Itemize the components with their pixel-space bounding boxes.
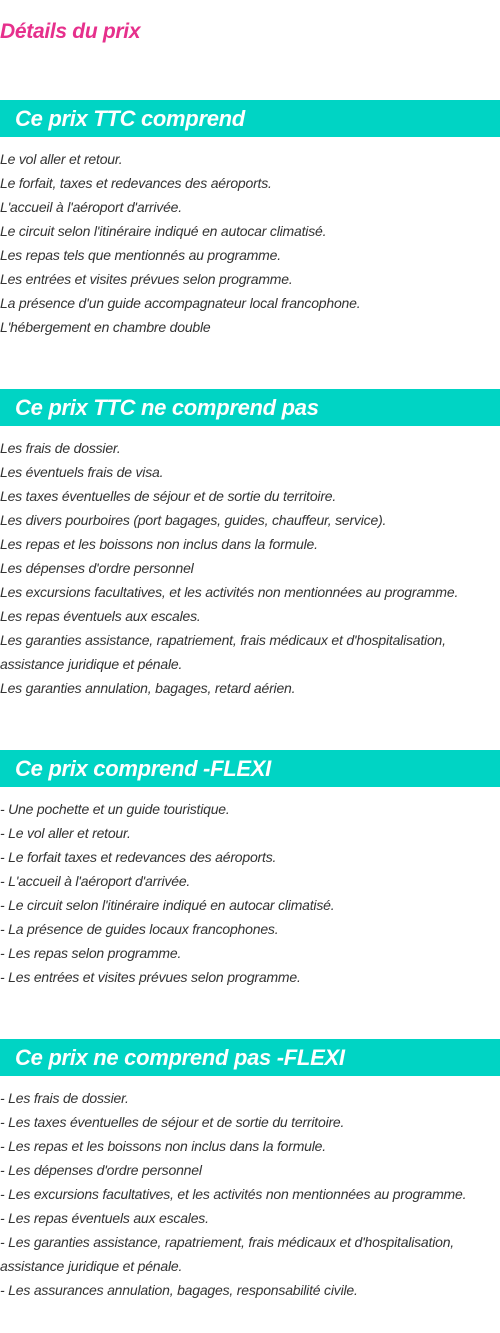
list-item: Le forfait, taxes et redevances des aéroports. xyxy=(0,175,272,191)
section-header-includes-flexi: Ce prix comprend -FLEXI xyxy=(0,750,500,787)
list-item: - Les taxes éventuelles de séjour et de sortie du territoire. xyxy=(0,1114,345,1130)
list-item: assistance juridique et pénale. xyxy=(0,1258,183,1274)
list-item: Les dépenses d'ordre personnel xyxy=(0,560,194,576)
list-item: - Les excursions facultatives, et les activités non mentionnées au programme. xyxy=(0,1186,467,1202)
section-header-includes: Ce prix TTC comprend xyxy=(0,100,500,137)
list-item: Les entrées et visites prévues selon programme. xyxy=(0,271,293,287)
section-header-excludes-flexi: Ce prix ne comprend pas -FLEXI xyxy=(0,1039,500,1076)
list-item: - Les dépenses d'ordre personnel xyxy=(0,1162,202,1178)
list-item: - Les assurances annulation, bagages, responsabilité civile. xyxy=(0,1282,358,1298)
list-item: - Les repas selon programme. xyxy=(0,945,182,961)
list-item: Les repas et les boissons non inclus dans la formule. xyxy=(0,536,318,552)
excludes-list xyxy=(0,436,500,700)
section-header-excludes: Ce prix TTC ne comprend pas xyxy=(0,389,500,426)
includes-list xyxy=(0,147,500,339)
list-item: Les excursions facultatives, et les activités non mentionnées au programme. xyxy=(0,584,459,600)
section-excludes xyxy=(0,389,500,700)
list-item: Les taxes éventuelles de séjour et de sortie du territoire. xyxy=(0,488,337,504)
list-item: - Le vol aller et retour. xyxy=(0,825,131,841)
list-item: L'hébergement en chambre double xyxy=(0,319,211,335)
list-item: - L'accueil à l'aéroport d'arrivée. xyxy=(0,873,191,889)
list-item: - Les frais de dossier. xyxy=(0,1090,129,1106)
list-item: Les repas tels que mentionnés au programme. xyxy=(0,247,281,263)
list-item: Le circuit selon l'itinéraire indiqué en autocar climatisé. xyxy=(0,223,327,239)
section-includes xyxy=(0,100,500,339)
list-item: Les frais de dossier. xyxy=(0,440,121,456)
list-item: - Les repas éventuels aux escales. xyxy=(0,1210,209,1226)
list-item: - Les entrées et visites prévues selon programme. xyxy=(0,969,301,985)
list-item: Les repas éventuels aux escales. xyxy=(0,608,201,624)
list-item: - La présence de guides locaux francophones. xyxy=(0,921,279,937)
list-item: Les garanties annulation, bagages, retard aérien. xyxy=(0,680,296,696)
list-item: La présence d'un guide accompagnateur local francophone. xyxy=(0,295,361,311)
list-item: Le vol aller et retour. xyxy=(0,151,123,167)
includes-flexi-list xyxy=(0,797,500,989)
list-item: - Une pochette et un guide touristique. xyxy=(0,801,230,817)
list-item: - Le circuit selon l'itinéraire indiqué en autocar climatisé. xyxy=(0,897,335,913)
excludes-flexi-list xyxy=(0,1086,500,1302)
section-excludes-flexi xyxy=(0,1039,500,1302)
list-item: - Les garanties assistance, rapatriement, frais médicaux et d'hospitalisation, xyxy=(0,1234,454,1250)
list-item: Les éventuels frais de visa. xyxy=(0,464,164,480)
list-item: - Les repas et les boissons non inclus dans la formule. xyxy=(0,1138,326,1154)
list-item: Les divers pourboires (port bagages, guides, chauffeur, service). xyxy=(0,512,387,528)
list-item: L'accueil à l'aéroport d'arrivée. xyxy=(0,199,182,215)
list-item: Les garanties assistance, rapatriement, frais médicaux et d'hospitalisation, xyxy=(0,632,446,648)
list-item: assistance juridique et pénale. xyxy=(0,656,183,672)
list-item: - Le forfait taxes et redevances des aéroports. xyxy=(0,849,277,865)
section-includes-flexi xyxy=(0,750,500,989)
page-title: Détails du prix xyxy=(0,20,141,43)
